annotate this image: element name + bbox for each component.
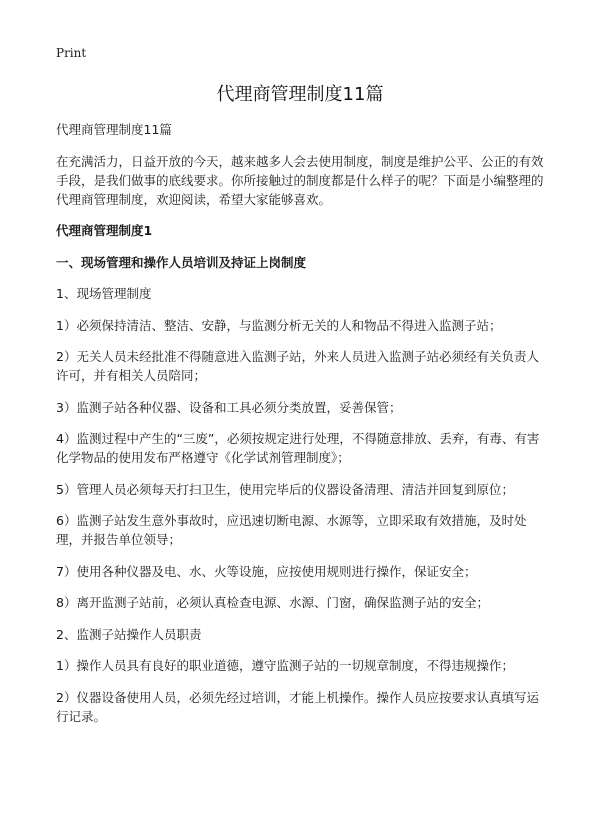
paragraph: 1、现场管理制度: [56, 286, 152, 301]
document-title: 代理商管理制度11篇: [216, 84, 384, 105]
subsection-heading: 一、现场管理和操作人员培训及持证上岗制度: [56, 254, 307, 270]
paragraph: 5）管理人员必须每天打扫卫生，使用完毕后的仪器设备清理、清洁并回复到原位；: [56, 481, 514, 497]
intro-paragraph: 在充满活力，日益开放的今天，越来越多人会去使用制度，制度是维护公平、公正的有效手段，是我们做事的底线要求。你所接触过的制度都是什么样子的呢？下面是小编整理的代理商管理制度，欢迎阅读，希望大家能够喜欢。: [56, 153, 544, 207]
paragraph: 4）监测过程中产生的“三废”，必须按规定进行处理，不得随意排放、丢弃，有毒、有害化学物品的使用发布严格遵守《化学试剂管理制度》；: [56, 431, 540, 465]
print-link[interactable]: Print: [56, 46, 87, 60]
paragraph: 1）操作人员具有良好的职业道德，遵守监测子站的一切规章制度，不得违规操作；: [56, 658, 514, 673]
document-body: [56, 120, 546, 738]
paragraph: 2）无关人员未经批准不得随意进入监测子站，外来人员进入监测子站必须经有关负责人许可，并有相关人员陪同；: [56, 349, 539, 383]
paragraph: 1）必须保持清洁、整洁、安静，与监测分析无关的人和物品不得进入监测子站；: [56, 317, 502, 333]
paragraph: 8）离开监测子站前，必须认真检查电源、水源、门窗，确保监测子站的安全；: [56, 595, 489, 610]
section-heading: 代理商管理制度1: [56, 223, 153, 238]
paragraph: 2、监测子站操作人员职责: [56, 626, 202, 642]
paragraph: 3）监测子站各种仪器、设备和工具必须分类放置，妥善保管；: [56, 399, 402, 415]
document-subtitle: 代理商管理制度11篇: [56, 122, 172, 137]
paragraph: 2）仪器设备使用人员，必须先经过培训，才能上机操作。操作人员应按要求认真填写运行记录。: [56, 689, 539, 724]
paragraph: 7）使用各种仪器及电、水、火等设施，应按使用规则进行操作，保证安全；: [56, 563, 477, 579]
paragraph: 6）监测子站发生意外事故时，应迅速切断电源、水源等，立即采取有效措施，及时处理，并报告单位领导；: [56, 513, 527, 547]
